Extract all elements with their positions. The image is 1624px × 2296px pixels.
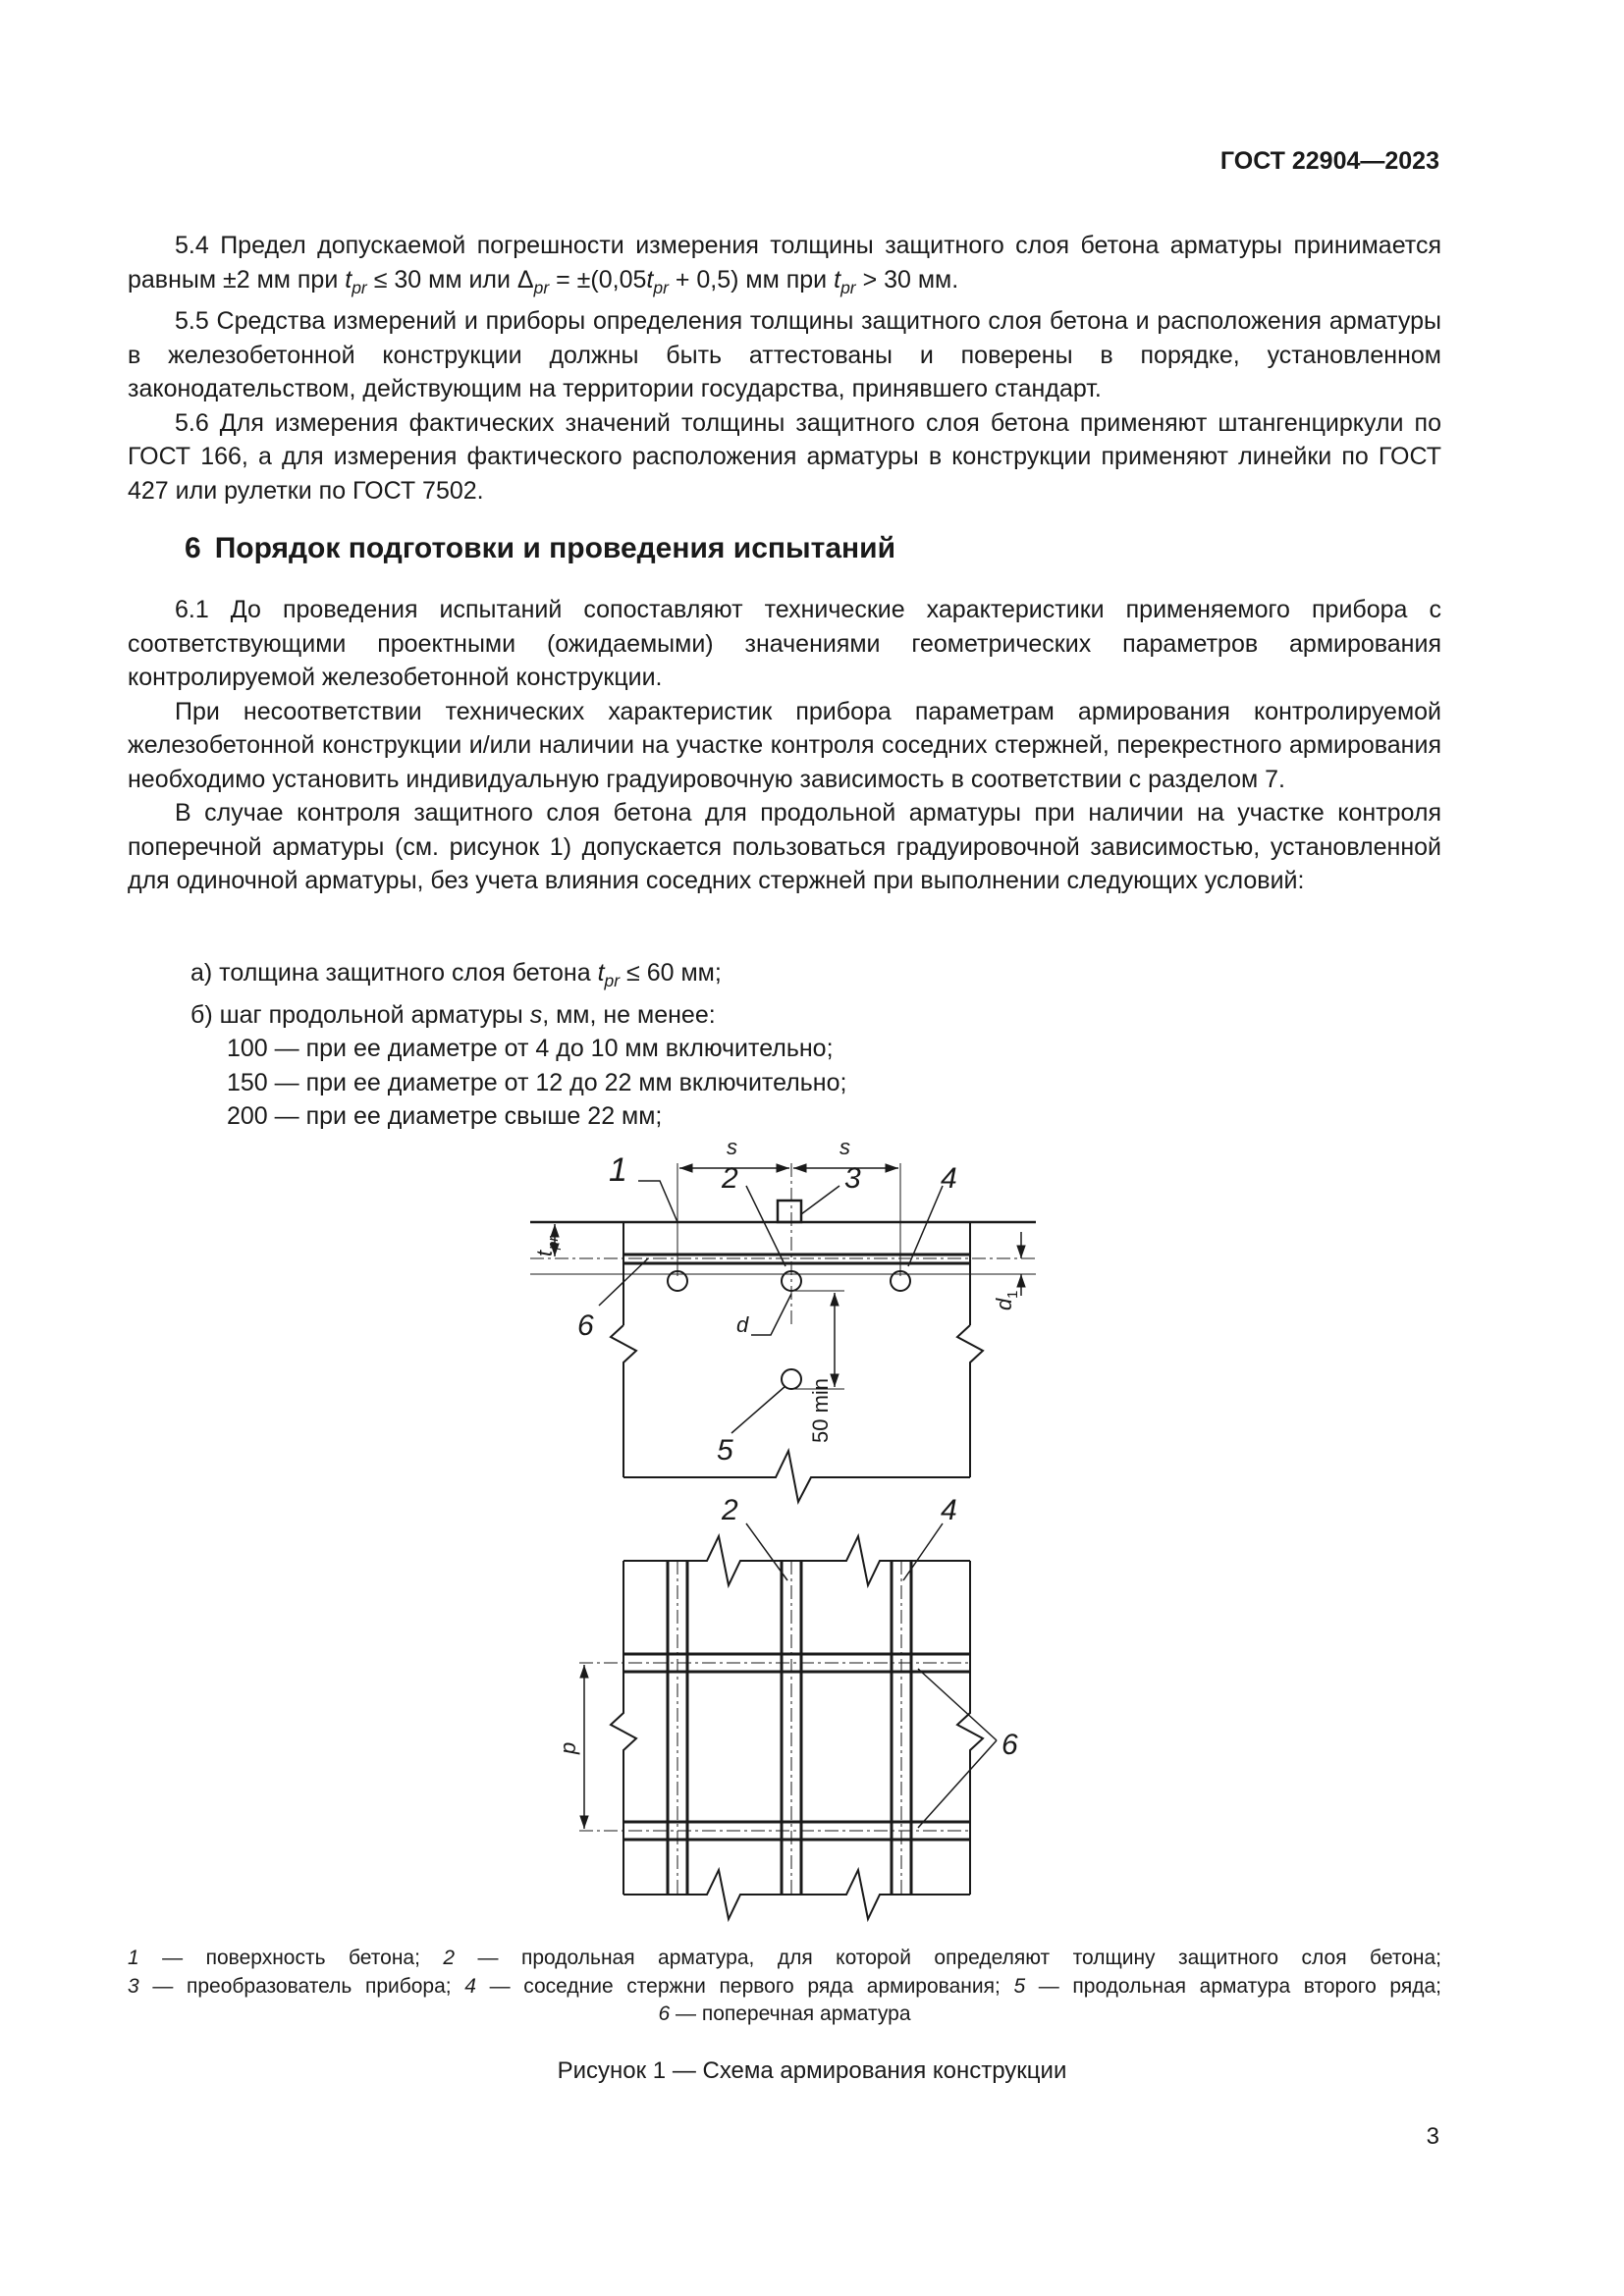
dim-label-s: s [727, 1135, 737, 1159]
list-item: 200 — при ее диаметре свыше 22 мм; [227, 1102, 663, 1130]
svg-text:1: 1 [1004, 1290, 1021, 1299]
dim-label-d: d [736, 1312, 749, 1337]
list-item: 100 — при ее диаметре от 4 до 10 мм включительно; [227, 1035, 834, 1062]
section-view [530, 1163, 1036, 1502]
section-heading: 6 Порядок подготовки и проведения испытаний [185, 532, 896, 564]
clause-6-1-para2: При несоответствии технических характеристик прибора параметрам армирования контролируемой железобетонной конструкции и/или наличии на участке контроля соседних стержней, перекрестного армирования необходимо установить индивидуальную градуировочную зависимость в соответствии с разделом 7. [128, 697, 1441, 793]
dim-label-d1 [992, 1291, 1021, 1310]
dim-label-tpr [532, 1236, 562, 1256]
plan-break-left [611, 1561, 636, 1895]
leader-1 [638, 1181, 677, 1222]
leader-5 [731, 1386, 785, 1433]
callout-2: 2 [722, 1162, 738, 1195]
figure-legend [128, 1945, 1441, 2029]
clause-5-5: 5.5 Средства измерений и приборы определения толщины защитного слоя бетона и расположения арматуры в железобетонной конструкции должны быть аттестованы и поверены в порядке, установленном законодательством, действующим на территории государства, принявшего стандарт. [128, 307, 1441, 402]
figure-caption: Рисунок 1 — Схема армирования конструкции [557, 2057, 1067, 2084]
callout-6: 6 [577, 1309, 594, 1342]
plan-view [579, 1523, 997, 1919]
transducer [778, 1201, 801, 1222]
leader-3 [801, 1186, 839, 1214]
legend-line: 3 — преобразователь прибора; 4 — соседние стержни первого ряда армирования; 5 — продольная арматура второго ряда; [128, 1974, 1441, 1998]
plan-break-top [623, 1536, 970, 1585]
plan-break-right [957, 1561, 983, 1895]
clause-6-1: 6.1 До проведения испытаний сопоставляют технические характеристики применяемого прибора с соответствующими проектными (ожидаемыми) значениями геометрических параметров армирования контролируемой железобетонной конструкции. [128, 596, 1441, 691]
dim-label-s: s [839, 1135, 850, 1159]
plan-leader-6-bottom [918, 1740, 997, 1828]
plan-break-bottom [623, 1870, 970, 1919]
callout-3: 3 [844, 1162, 861, 1195]
page-number: 3 [1426, 2123, 1439, 2150]
plan-callout-4: 4 [941, 1494, 957, 1526]
leader-d [751, 1294, 791, 1335]
dim-label-p: p [556, 1741, 580, 1754]
plan-callout-6: 6 [1001, 1729, 1018, 1761]
break-mark-left [611, 1325, 636, 1477]
clause-5-4: 5.4 Предел допускаемой погрешности измерения толщины защитного слоя бетона арматуры принимается равным ±2 мм при $t_{pr} \le 30$ мм или $\Delta_{pr} = \pm(0,05t_{pr} + 0,5)$ мм при $t_{pr} > 30$ мм. 5.5 Средства измерений и приборы определения толщины защитного слоя бетона и расположения арматуры в железобетонной конструкции должны быть аттестованы и поверены в порядке, установленном законодательством, действующим на территории государства, принявшего стандарт. 5.6 Для измерения фактических значений толщины защитного слоя бетона применяют штангенциркули по ГОСТ 166, а для измерения фактического расположения арматуры в конструкции применяют линейки по ГОСТ 427 или рулетки по ГОСТ 7502. [128, 229, 1441, 507]
list-item: 150 — при ее диаметре от 12 до 22 мм включительно; [227, 1068, 847, 1096]
condition-b: б) шаг продольной арматуры s, мм, не менее: [190, 1000, 716, 1029]
document-code: ГОСТ 22904—2023 [1219, 147, 1439, 175]
plan-callout-2: 2 [722, 1494, 738, 1526]
svg-text:pr: pr [545, 1236, 562, 1250]
clause-6-1-para3: В случае контроля защитного слоя бетона для продольной арматуры при наличии на участке контроля поперечной арматуры (см. рисунок 1) допускается пользоваться градуировочной зависимостью, установленной для одиночной арматуры, без учета влияния соседних стержней при выполнении следующих условий: [128, 799, 1441, 894]
plan-leader-6-top [918, 1669, 997, 1740]
break-mark-right [957, 1325, 983, 1477]
svg-text:t: t [532, 1250, 557, 1256]
plan-leader-2 [746, 1523, 787, 1580]
callout-4: 4 [941, 1162, 957, 1195]
callout-5: 5 [717, 1434, 733, 1467]
legend-line: 6 — поперечная арматура [658, 2002, 911, 2025]
clause-5-6: 5.6 Для измерения фактических значений толщины защитного слоя бетона применяют штангенциркули по ГОСТ 166, а для измерения фактического расположения арматуры в конструкции применяют линейки по ГОСТ 427 или рулетки по ГОСТ 7502. [128, 408, 1441, 505]
dim-label-min: 50 min [808, 1377, 833, 1443]
legend-line: 1 — поверхность бетона; 2 — продольная арматура, для которой определяют толщину защитного слоя бетона; [128, 1947, 1442, 1969]
condition-a: а) толщина защитного слоя бетона $t_{pr} \le 60$ мм; [190, 959, 722, 990]
break-mark-bottom [623, 1451, 970, 1502]
svg-text:d: d [992, 1298, 1016, 1310]
plan-leader-4 [903, 1523, 943, 1580]
callout-1: 1 [609, 1151, 627, 1189]
